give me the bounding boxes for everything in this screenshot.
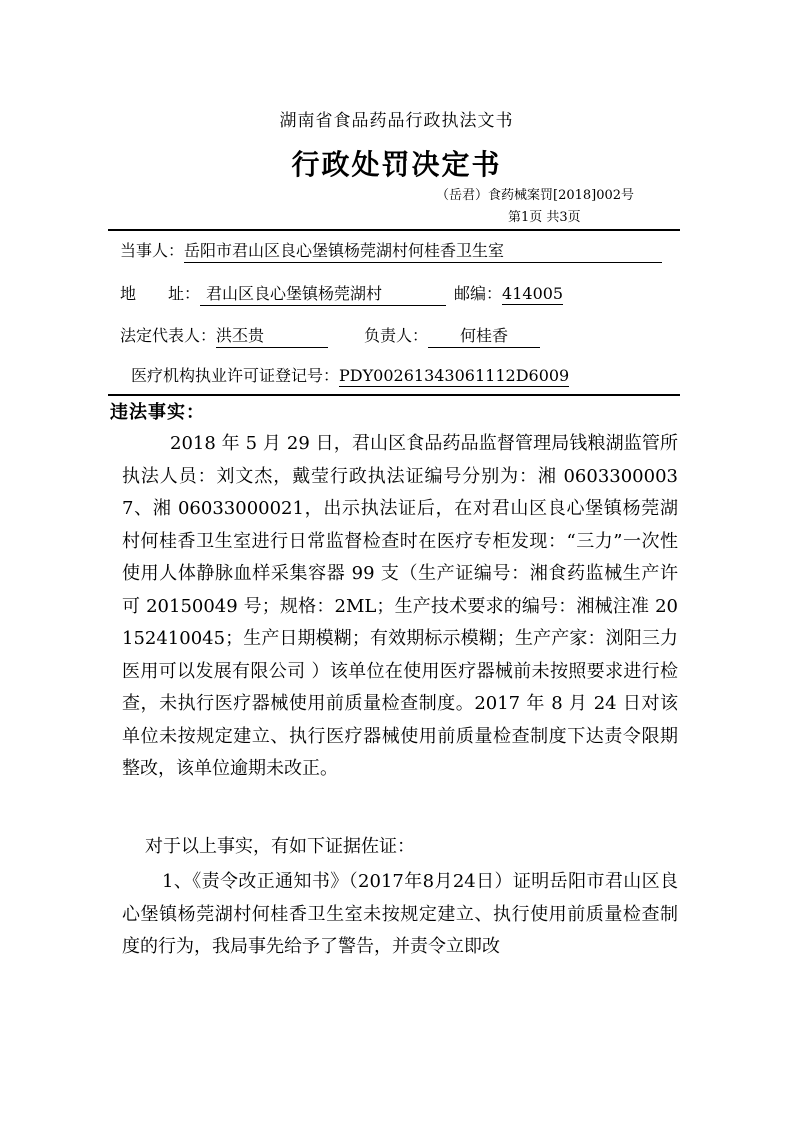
evidence-intro: 对于以上事实，有如下证据佐证： bbox=[145, 836, 415, 857]
section-divider bbox=[108, 394, 680, 396]
facts-paragraph: 2018 年 5 月 29 日，君山区食品药品监督管理局钱粮湖监管所执法人员：刘文杰，戴莹行政执法证编号分别为：湘 06033000037、湘 06033000021，出示执法证后，在对君山区良心堡镇杨莞湖村何桂香卫生室进行日常监督检查时在医疗专柜发现：“三力”一次性使用人体静脉血样采集容器 99 支（生产证编号：湘食药监械生产许可 20150049 号；规格：2ML；生产技术要求的编号：湘械注准 20152410045；生产日期模糊；有效期标示模糊；生产产家：浏阳三力医用可以发展有限公司 ）该单位在使用医疗器械前未按照要求进行检查，未执行医疗器械使用前质量检查制度。2017 年 8 月 24 日对该单位未按规定建立、执行医疗器械使用前质量检查制度下达责令限期整改，该单位逾期未改正。 bbox=[122, 433, 678, 779]
postcode-label: 邮编： bbox=[454, 284, 503, 303]
document-title: 行政处罚决定书 bbox=[291, 148, 502, 181]
person-in-charge-value: 何桂香 bbox=[428, 323, 540, 348]
party-value: 岳阳市君山区良心堡镇杨莞湖村何桂香卫生室 bbox=[184, 238, 662, 263]
address-label: 地 址： bbox=[120, 284, 201, 303]
license-row bbox=[131, 363, 569, 387]
party-label: 当事人： bbox=[120, 241, 185, 260]
address-row bbox=[120, 281, 563, 306]
legal-rep-label: 法定代表人： bbox=[120, 326, 217, 345]
party-row bbox=[120, 238, 662, 263]
evidence-item-1: 1、《责令改正通知书》（2017年8月24日）证明岳阳市君山区良心堡镇杨莞湖村何桂香卫生室未按规定建立、执行使用前质量检查制度的行为，我局事先给予了警告，并责令立即改 bbox=[122, 871, 678, 957]
license-value: PDY00261343061112D6009 bbox=[339, 366, 570, 385]
address-value: 君山区良心堡镇杨莞湖村 bbox=[200, 281, 446, 306]
person-in-charge-label: 负责人： bbox=[364, 326, 429, 345]
document-org-header: 湖南省食品药品行政执法文书 bbox=[279, 111, 514, 131]
top-divider bbox=[108, 229, 680, 231]
representative-row bbox=[120, 323, 540, 348]
legal-rep-value: 洪丕贵 bbox=[216, 323, 328, 348]
license-label: 医疗机构执业许可证登记号： bbox=[131, 366, 340, 385]
page-indicator: 第1页 共3页 bbox=[508, 210, 581, 225]
facts-heading: 违法事实： bbox=[110, 402, 205, 423]
postcode-value: 414005 bbox=[502, 284, 564, 303]
case-number: （岳君）食药械案罚[2018]002号 bbox=[436, 188, 635, 203]
